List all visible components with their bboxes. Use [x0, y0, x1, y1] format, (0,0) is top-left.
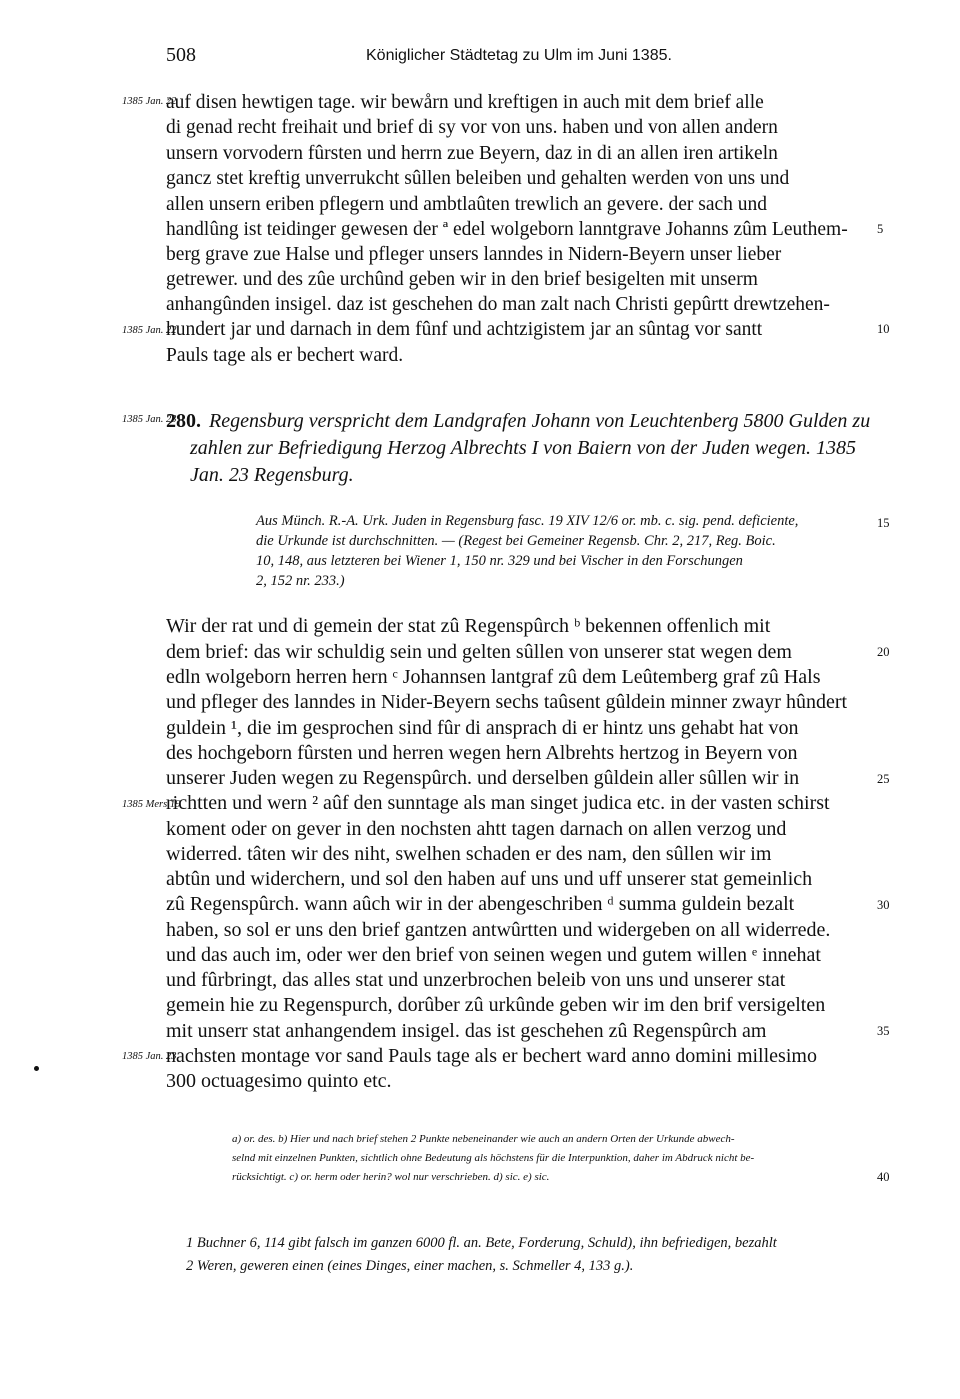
text-line: und pfleger des lanndes in Nider-Beyern sechs taûsent gûldein minner zwayr hûndert	[166, 691, 848, 713]
line-number: 30	[877, 898, 890, 912]
text-line: unsern vorvodern fûrsten und herrn zue Beyern, daz in di an allen iren artikeln	[166, 143, 778, 164]
text-line: und das auch im, oder wer den brief von seinen wegen und gutem willen ᵉ innehat	[166, 944, 821, 966]
text-line: edln wolgeborn herren hern ᶜ Johannsen lantgraf zû dem Leûtemberg graf zû Hals	[166, 666, 821, 688]
margin-date-note: 1385 Jan. 22	[122, 96, 177, 107]
line-number: 35	[877, 1024, 890, 1038]
text-line: auf disen hewtigen tage. wir bewårn und kreftigen in auch mit dem brief alle	[166, 92, 764, 113]
stray-mark	[34, 1066, 39, 1071]
footnote-line: rücksichtigt. c) or. herm oder herin? wol nur verschrieben. d) sic. e) sic.	[232, 1171, 550, 1183]
line-number: 15	[877, 516, 890, 530]
heading-line: Jan. 23 Regensburg.	[190, 464, 354, 486]
numbered-footnote: 1 Buchner 6, 114 gibt falsch im ganzen 6000 fl. an. Bete, Forderung, Schuld), ihn befriedigen, bezahlt	[186, 1235, 777, 1251]
text-line: Wir der rat und di gemein der stat zû Regenspûrch ᵇ bekennen offenlich mit	[166, 615, 771, 637]
text-line: gemein hie zu Regenspurch, dorûber zû urkûnde geben wir im den brif versigelten	[166, 994, 826, 1016]
text-line: guldein ¹, die im gesprochen sind fûr di ansprach di er hintz uns gehabt hat von	[166, 717, 799, 739]
margin-date-note: 1385 Jan. 22	[122, 325, 177, 336]
line-number: 5	[877, 222, 884, 236]
document-heading	[166, 408, 876, 489]
text-line: widerred. tâten wir des niht, swelhen schaden er des nam, den sûllen wir im	[166, 843, 772, 865]
text-line: allen unsern eriben pflegern und ambtlaûten trewlich an gevere. der sach und	[166, 194, 768, 215]
text-line: mit unserr stat anhangendem insigel. das ist geschehen zû Regenspûrch am	[166, 1020, 767, 1042]
margin-date-note: 1385 Jan. 23	[122, 414, 177, 425]
text-line: anhangûnden insigel. daz ist geschehen do man zalt nach Christi gepûrtt drewtzehen-	[166, 294, 830, 315]
document-number: 280.	[166, 410, 201, 432]
heading-line: Regensburg verspricht dem Landgrafen Johann von Leuchtenberg 5800 Gulden zu	[209, 410, 871, 432]
text-line: handlûng ist teidinger gewesen der ª edel wolgeborn lanntgrave Johanns zûm Leuthem-	[166, 219, 848, 240]
page-number: 508	[166, 44, 196, 66]
heading-line: zahlen zur Befriedigung Herzog Albrechts I von Baiern von der Juden wegen. 1385	[190, 437, 856, 459]
footnote-line: a) or. des. b) Hier und nach brief stehen 2 Punkte nebeneinander wie auch an andern Orten der Urkunde abwech-	[232, 1133, 735, 1145]
text-line: Pauls tage als er bechert ward.	[166, 345, 404, 366]
text-line: des hochgeborn fûrsten und herren wegen hern Albrehts hertzog in Beyern von	[166, 742, 798, 764]
line-number: 10	[877, 322, 890, 336]
line-number: 20	[877, 645, 890, 659]
footnote-line: selnd mit einzelnen Punkten, sichtlich ohne Bedeutung als höchstens für die Interpunktion, daher im Abdruck nicht be-	[232, 1152, 755, 1164]
margin-date-note: 1385 Mers 19	[122, 799, 181, 810]
source-note-line: 10, 148, aus letzteren bei Wiener 1, 150 nr. 329 und bei Vischer in den Forschungen	[256, 553, 743, 569]
margin-date-note: 1385 Jan. 23	[122, 1051, 177, 1062]
page-header	[166, 44, 866, 74]
line-number: 40	[877, 1170, 890, 1184]
text-line: berg grave zue Halse und pfleger unsers lanndes in Nidern-Beyern unser lieber	[166, 244, 782, 265]
source-note-line: die Urkunde ist durchschnitten. — (Regest bei Gemeiner Regensb. Chr. 2, 217, Reg. Boic.	[256, 533, 776, 549]
text-line: gancz stet kreftig unverrukcht sûllen beleiben und gehalten werden von uns und	[166, 168, 790, 189]
text-line: 300 octuagesimo quinto etc.	[166, 1070, 392, 1092]
numbered-footnote: 2 Weren, geweren einen (eines Dinges, einer machen, s. Schmeller 4, 133 g.).	[186, 1258, 634, 1274]
text-line: haben, so sol er uns den brief gantzen antwûrtten und widergeben on all widerrede.	[166, 919, 831, 941]
text-line: abtûn und widerchern, und sol den haben auf uns und uff unserer stat gemeinlich	[166, 868, 813, 890]
text-line: getrewer. und des zûe urchûnd geben wir in den brief besigelten mit unserm	[166, 269, 758, 290]
text-line: und fûrbringt, das alles stat und unzerbrochen beleib von uns und unserer stat	[166, 969, 786, 991]
text-line: unserer Juden wegen zu Regenspûrch. und derselben gûldein aller sûllen wir in	[166, 767, 800, 789]
text-line: hundert jar und darnach in dem fûnf und achtzigistem jar an sûntag vor santt	[166, 319, 763, 340]
text-line: zû Regenspûrch. wann aûch wir in der abengeschriben ᵈ summa guldein bezalt	[166, 893, 795, 915]
text-line: dem brief: das wir schuldig sein und gelten sûllen von unserer stat wegen dem	[166, 641, 792, 663]
source-note-line: 2, 152 nr. 233.)	[256, 573, 345, 589]
text-line: richtten und wern ² aûf den sunntage als man singet judica etc. in der vasten schirst	[166, 792, 830, 814]
text-line: nachsten montage vor sand Pauls tage als er bechert ward anno domini millesimo	[166, 1045, 817, 1067]
source-note-line: Aus Münch. R.-A. Urk. Juden in Regensburg fasc. 19 XIV 12/6 or. mb. c. sig. pend. deficiente,	[256, 513, 799, 529]
text-line: di genad recht freihait und brief di sy vor von uns. haben und von allen andern	[166, 117, 778, 138]
text-line: koment oder on gever in den nochsten ahtt tagen darnach on allen verzog und	[166, 818, 787, 840]
line-number: 25	[877, 772, 890, 786]
running-title: Königlicher Städtetag zu Ulm im Juni 1385.	[366, 47, 672, 64]
